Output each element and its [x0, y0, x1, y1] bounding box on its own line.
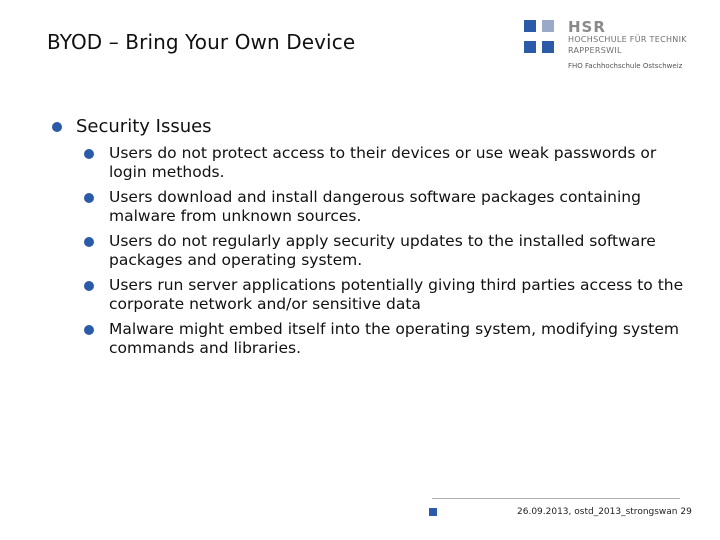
list-item-text: Users do not regularly apply security updates to the installed software packages and operating system. — [109, 232, 656, 269]
footer-square-icon — [429, 508, 437, 516]
footer-text: 26.09.2013, ostd_2013_strongswan 29 — [517, 507, 692, 517]
bullet-icon — [84, 281, 94, 291]
list-item — [84, 232, 684, 270]
logo-name: HSR — [568, 18, 606, 36]
logo-line3: FHO Fachhochschule Ostschweiz — [568, 62, 683, 70]
list-item-text: Users download and install dangerous software packages containing malware from unknown sources. — [109, 188, 641, 225]
bullet-icon — [84, 325, 94, 335]
list-item — [84, 144, 684, 182]
logo-square — [542, 20, 554, 32]
slide-title: BYOD – Bring Your Own Device — [47, 30, 356, 54]
list-item — [84, 188, 684, 226]
section-heading: Security Issues — [76, 116, 212, 137]
list-item-text: Users do not protect access to their devices or use weak passwords or login methods. — [109, 144, 657, 181]
hsr-logo — [524, 18, 704, 78]
logo-line2: RAPPERSWIL — [568, 46, 622, 55]
bullet-icon — [84, 237, 94, 247]
logo-square — [524, 41, 536, 53]
logo-square — [524, 20, 536, 32]
logo-square — [542, 41, 554, 53]
bullet-icon — [52, 122, 62, 132]
list-item-text: Malware might embed itself into the operating system, modifying system commands and libraries. — [109, 320, 679, 357]
list-item — [84, 276, 684, 314]
bullet-icon — [84, 193, 94, 203]
list-item-text: Users run server applications potentially giving third parties access to the corporate network and/or sensitive data — [109, 276, 684, 313]
bullet-list — [84, 144, 684, 364]
logo-line1: HOCHSCHULE FÜR TECHNIK — [568, 35, 687, 44]
bullet-icon — [84, 149, 94, 159]
footer-divider — [432, 498, 680, 499]
list-item — [84, 320, 684, 358]
